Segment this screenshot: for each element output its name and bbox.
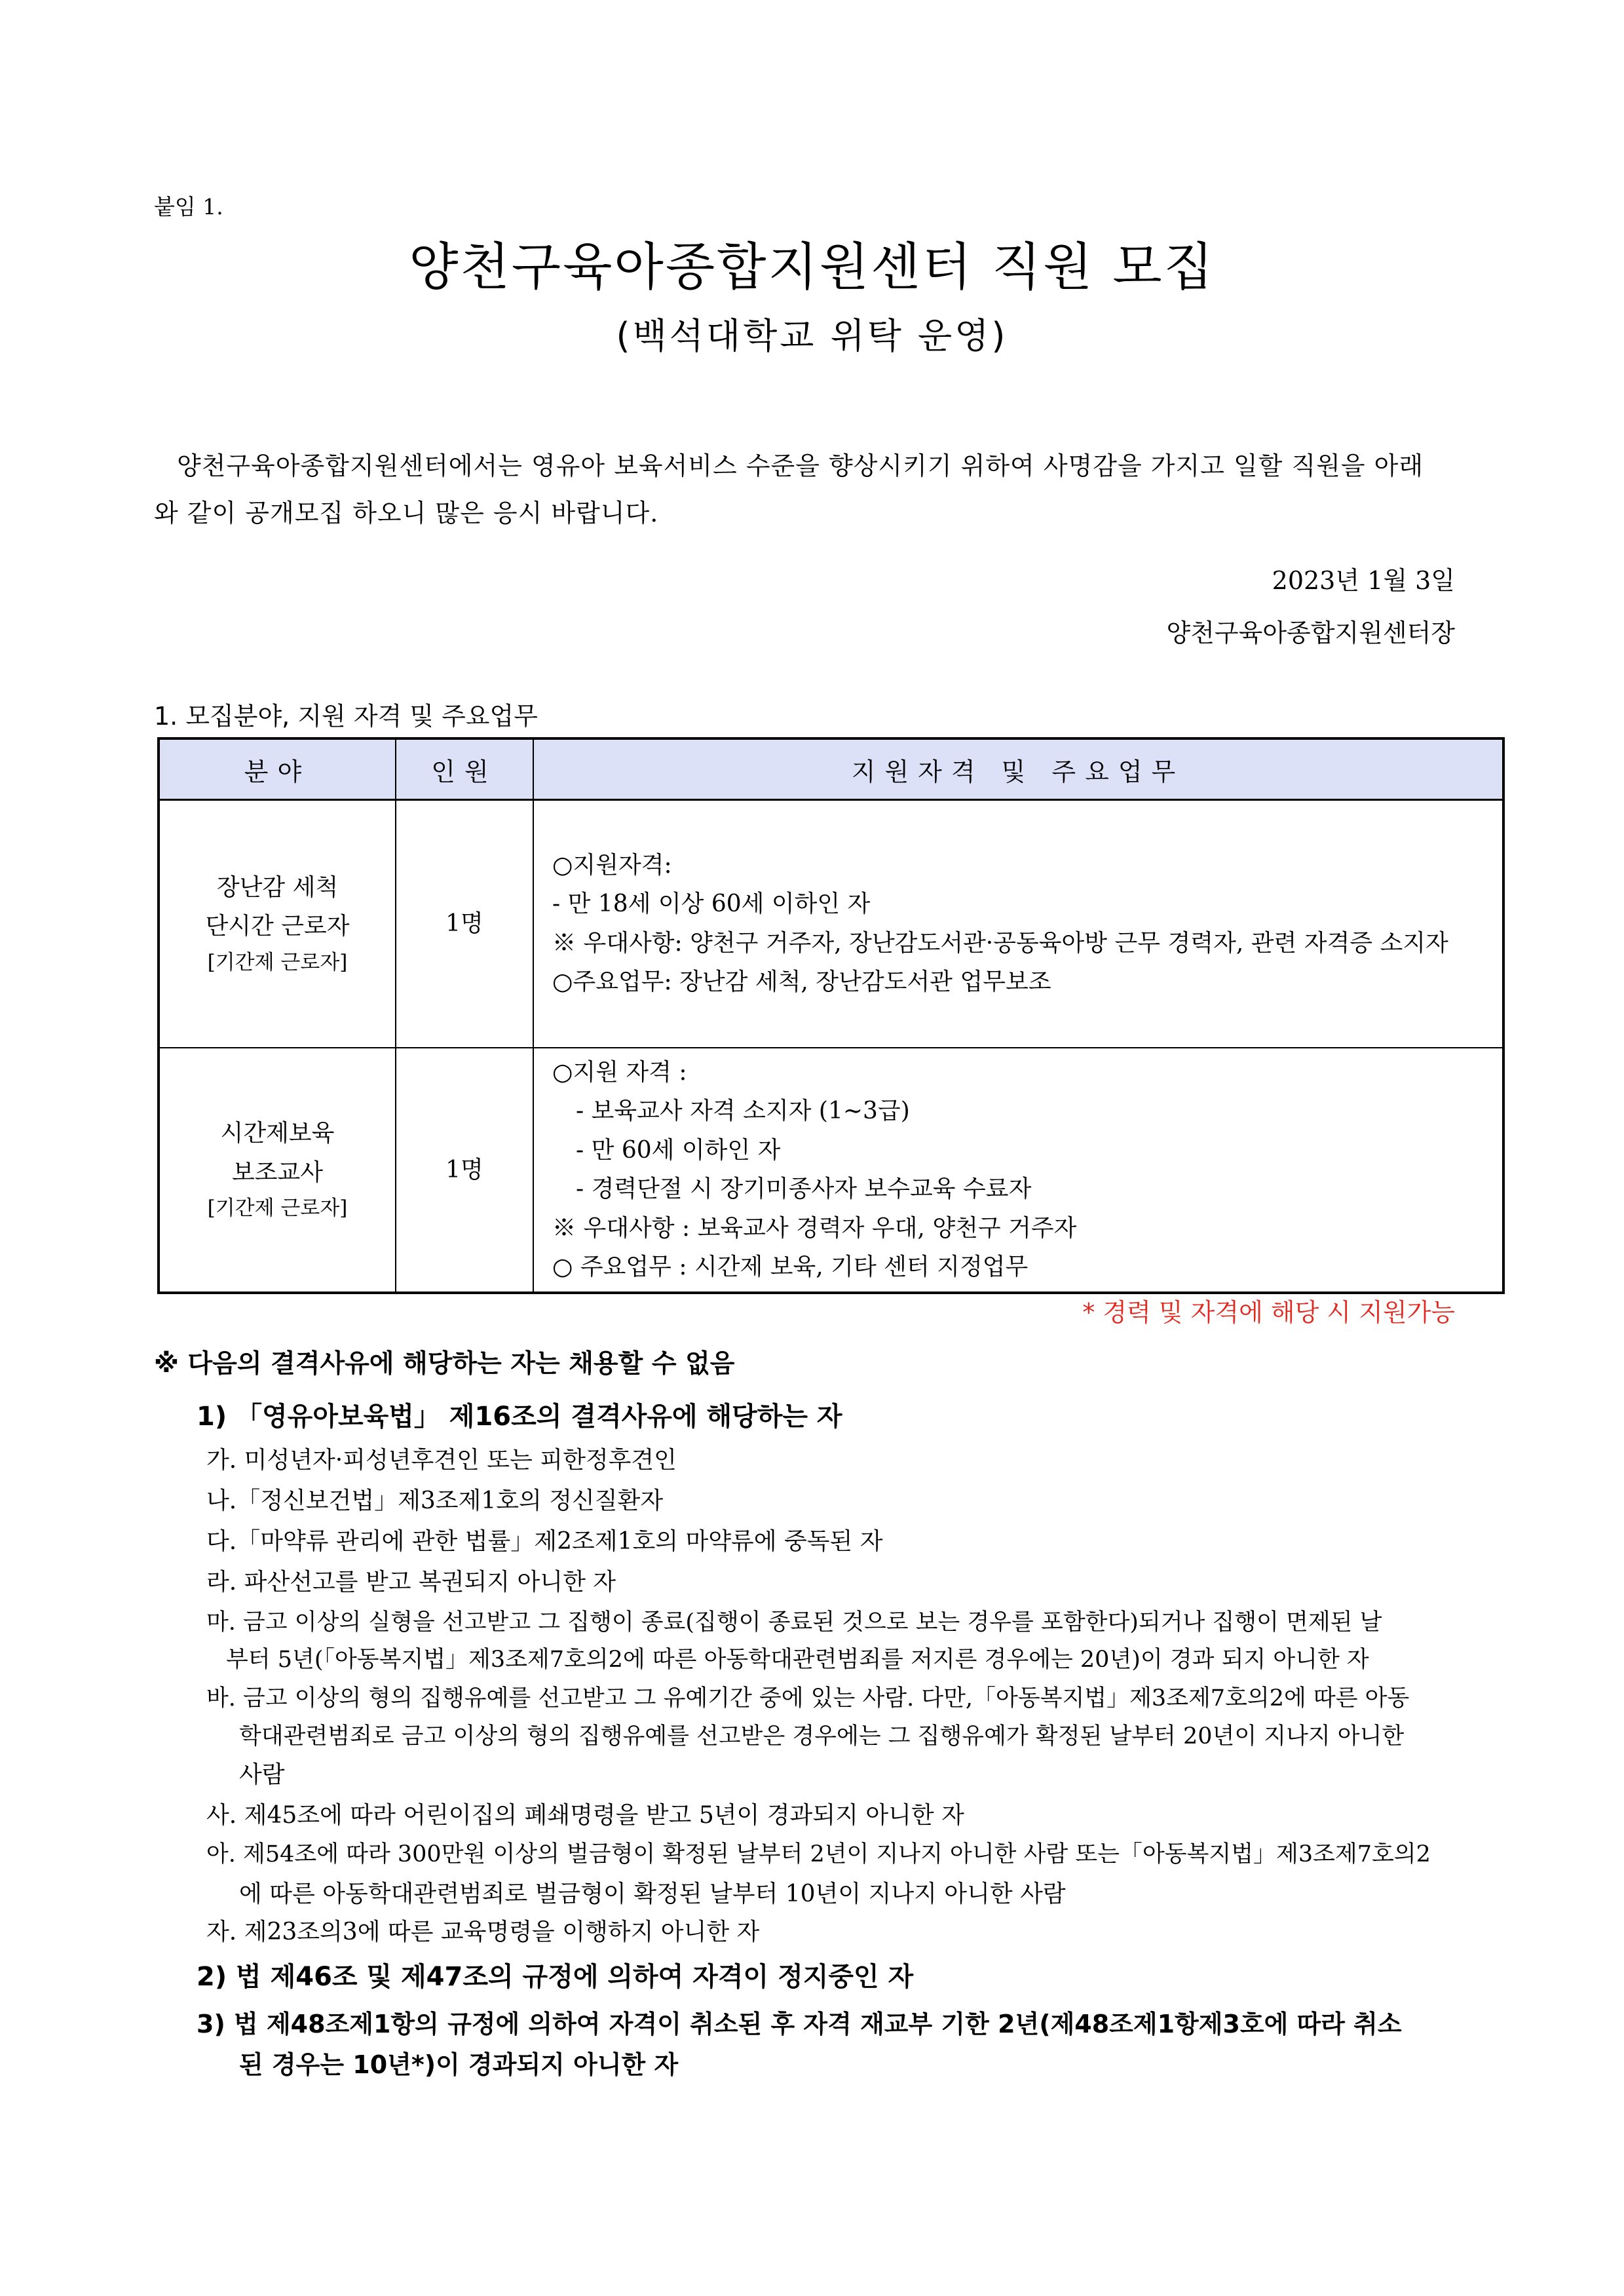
field-name: 장난감 세척 — [216, 873, 339, 901]
count-cell: 1명 — [396, 800, 533, 1048]
list-item: 자. 제23조의3에 따른 교육명령을 이행하지 아니한 자 — [206, 1919, 760, 1945]
disqualification-law-1: 1) 「영유아보육법」 제16조의 결격사유에 해당하는 자 — [197, 1402, 842, 1432]
count-cell: 1명 — [396, 1048, 533, 1293]
list-item: 가. 미성년자·피성년후견인 또는 피한정후견인 — [206, 1447, 677, 1474]
details-cell — [533, 800, 1503, 1048]
list-item: 바. 금고 이상의 형의 집행유예를 선고받고 그 유예기간 중에 있는 사람. 다만,「아동복지법」제3조제7호의2에 따른 아동 — [206, 1685, 1410, 1712]
page-title: 양천구육아종합지원센터 직원 모집 — [409, 238, 1215, 297]
disqualification-law-3: 3) 법 제48조제1항의 규정에 의하여 자격이 취소된 후 자격 재교부 기한 2년(제48조제1항제3호에 따라 취소 — [197, 2010, 1402, 2038]
eligibility-note: * 경력 및 자격에 해당 시 지원가능 — [1082, 1298, 1455, 1327]
field-cell — [159, 800, 396, 1048]
detail-line: ※ 우대사항 : 보육교사 경력자 우대, 양천구 거주자 — [552, 1214, 1077, 1242]
header-details: 지원자격 및 주요업무 — [533, 738, 1503, 800]
detail-line: - 경력단절 시 장기미종사자 보수교육 수료자 — [576, 1176, 1032, 1203]
field-type: [기간제 근로자] — [207, 1196, 348, 1221]
details-cell — [533, 1048, 1503, 1293]
list-item: 마. 금고 이상의 실형을 선고받고 그 집행이 종료(집행이 종료된 것으로 보는 경우를 포함한다)되거나 집행이 면제된 날 — [206, 1609, 1382, 1636]
list-item: 다.「마약류 관리에 관한 법률」제2조제1호의 마약류에 중독된 자 — [206, 1528, 883, 1555]
announcement-date: 2023년 1월 3일 — [1272, 566, 1455, 595]
detail-line: - 보육교사 자격 소지자 (1~3급) — [576, 1098, 910, 1125]
header-count: 인원 — [396, 738, 533, 800]
section-heading-1: 1. 모집분야, 지원 자격 및 주요업무 — [154, 702, 538, 731]
field-name: 보조교사 — [231, 1158, 324, 1186]
detail-line: ○지원 자격 : — [552, 1059, 687, 1086]
list-item-continued: 에 따른 아동학대관련범죄로 벌금형이 확정된 날부터 10년이 지나지 아니한 사람 — [239, 1881, 1066, 1907]
disqualification-law-3-continued: 된 경우는 10년*)이 경과되지 아니한 자 — [239, 2050, 679, 2079]
recruitment-table — [157, 737, 1505, 1294]
attachment-label: 붙임 1. — [154, 194, 223, 220]
field-cell — [159, 1048, 396, 1293]
detail-line: - 만 18세 이상 60세 이하인 자 — [552, 890, 871, 918]
field-name: 시간제보육 — [220, 1120, 335, 1147]
table-row — [159, 800, 1503, 1048]
list-item-continued: 사람 — [239, 1761, 285, 1788]
intro-line-2: 와 같이 공개모집 하오니 많은 응시 바랍니다. — [154, 499, 659, 527]
detail-line: - 만 60세 이하인 자 — [576, 1136, 781, 1164]
list-item: 라. 파산선고를 받고 복권되지 아니한 자 — [206, 1569, 616, 1596]
list-item: 사. 제45조에 따라 어린이집의 폐쇄명령을 받고 5년이 경과되지 아니한 자 — [206, 1802, 964, 1829]
list-item: 나.「정신보건법」제3조제1호의 정신질환자 — [206, 1487, 664, 1514]
list-item-continued: 부터 5년(「아동복지법」제3조제7호의2에 따른 아동학대관련범죄를 저지른 경우에는 20년)이 경과 되지 아니한 자 — [226, 1647, 1369, 1673]
table-row — [159, 1048, 1503, 1293]
intro-line-1: 양천구육아종합지원센터에서는 영유아 보육서비스 수준을 향상시키기 위하여 사명감을 가지고 일할 직원을 아래 — [177, 451, 1424, 480]
field-name: 단시간 근로자 — [205, 913, 350, 940]
signatory: 양천구육아종합지원센터장 — [1166, 619, 1455, 647]
field-type: [기간제 근로자] — [207, 950, 348, 974]
disqualification-law-2: 2) 법 제46조 및 제47조의 규정에 의하여 자격이 정지중인 자 — [197, 1962, 914, 1992]
header-field: 분야 — [159, 738, 396, 800]
list-item-continued: 학대관련범죄로 금고 이상의 형의 집행유예를 선고받은 경우에는 그 집행유예가 확정된 날부터 20년이 지나지 아니한 — [239, 1723, 1405, 1750]
detail-line: ○지원자격: — [552, 851, 672, 879]
detail-line: ○ 주요업무 : 시간제 보육, 기타 센터 지정업무 — [552, 1253, 1029, 1281]
disqualification-heading: ※ 다음의 결격사유에 해당하는 자는 채용할 수 없음 — [154, 1349, 735, 1379]
table-header-row — [159, 738, 1503, 800]
detail-line: ○주요업무: 장난감 세척, 장난감도서관 업무보조 — [552, 968, 1051, 996]
list-item: 아. 제54조에 따라 300만원 이상의 벌금형이 확정된 날부터 2년이 지나지 아니한 사람 또는「아동복지법」제3조제7호의2 — [206, 1841, 1431, 1867]
detail-line: ※ 우대사항: 양천구 거주자, 장난감도서관·공동육아방 근무 경력자, 관련 자격증 소지자 — [552, 929, 1448, 957]
page-subtitle: (백석대학교 위탁 운영) — [616, 315, 1008, 356]
